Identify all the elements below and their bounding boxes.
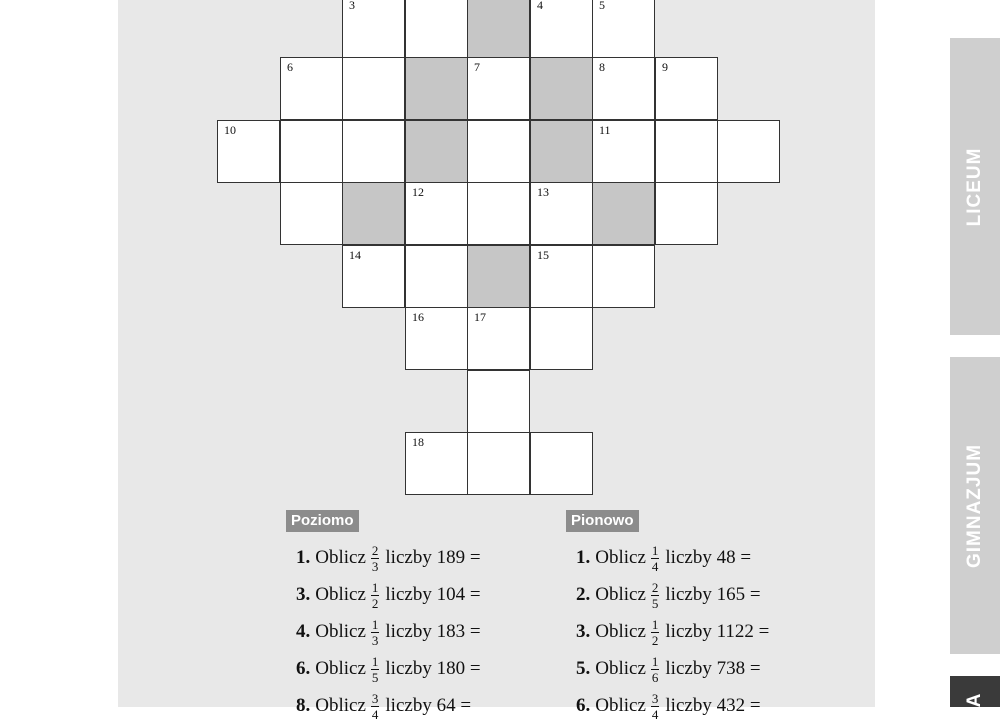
crossword-cell[interactable] [280, 182, 343, 245]
cell-number: 18 [412, 435, 424, 449]
fraction-numerator: 1 [371, 616, 379, 632]
cell-number: 9 [662, 60, 668, 74]
fraction-numerator: 1 [371, 579, 379, 595]
clue-text: liczby 189 = [385, 547, 481, 568]
crossword-cell[interactable] [467, 57, 530, 120]
crossword-cell[interactable] [467, 370, 530, 433]
clue-poziomo [296, 689, 471, 723]
crossword-cell[interactable] [467, 120, 530, 183]
poziomo-heading: Poziomo [286, 510, 359, 532]
fraction [651, 692, 660, 721]
crossword-cell[interactable] [405, 182, 468, 245]
cell-number: 3 [349, 0, 355, 12]
clue-number: 3. [296, 584, 311, 605]
tab-liceum-label: LICEUM [964, 147, 985, 226]
fraction-numerator: 1 [651, 616, 659, 632]
crossword-cell[interactable] [592, 0, 655, 58]
cell-number: 4 [537, 0, 543, 12]
clue-word: Oblicz [595, 584, 646, 605]
clue-word: Oblicz [315, 658, 366, 679]
crossword-cell[interactable] [655, 120, 718, 183]
crossword-cell[interactable] [592, 120, 655, 183]
fraction [371, 692, 380, 721]
clue-number: 3. [576, 621, 591, 642]
clue-word: Oblicz [595, 695, 646, 716]
clue-text: liczby 432 = [665, 695, 761, 716]
clue-text: liczby 104 = [385, 584, 481, 605]
fraction [651, 618, 660, 647]
tab-gimnazjum[interactable] [950, 357, 1000, 654]
crossword-cell[interactable] [342, 120, 405, 183]
cell-number: 13 [537, 185, 549, 199]
crossword-cell[interactable] [280, 57, 343, 120]
clue-word: Oblicz [315, 584, 366, 605]
fraction [371, 655, 380, 684]
crossword-cell[interactable] [717, 120, 780, 183]
clue-word: Oblicz [315, 547, 366, 568]
crossword-cell[interactable] [405, 245, 468, 308]
clue-text: liczby 738 = [665, 658, 761, 679]
fraction-denominator: 4 [371, 706, 379, 722]
crossword-cell[interactable] [530, 0, 593, 58]
fraction [651, 544, 660, 573]
cell-number: 16 [412, 310, 424, 324]
clue-number: 2. [576, 584, 591, 605]
clue-pionowo [576, 615, 769, 649]
crossword-cell[interactable] [655, 182, 718, 245]
fraction-numerator: 2 [371, 542, 379, 558]
clue-number: 5. [576, 658, 591, 679]
fraction [371, 581, 380, 610]
clue-poziomo [296, 578, 481, 612]
crossword-cell[interactable] [342, 57, 405, 120]
clue-text: liczby 64 = [385, 695, 472, 716]
cell-number: 15 [537, 248, 549, 262]
crossword-cell[interactable] [467, 182, 530, 245]
cell-number: 11 [599, 123, 611, 137]
fraction-numerator: 3 [371, 690, 379, 706]
tab-active-label: A [964, 692, 985, 707]
fraction [371, 618, 380, 647]
clue-word: Oblicz [595, 658, 646, 679]
cell-number: 8 [599, 60, 605, 74]
crossword-cell-shaded [530, 120, 593, 183]
crossword-cell[interactable] [280, 120, 343, 183]
crossword-cell[interactable] [467, 307, 530, 370]
pionowo-heading: Pionowo [566, 510, 639, 532]
clue-number: 6. [296, 658, 311, 679]
clue-number: 8. [296, 695, 311, 716]
cell-number: 5 [599, 0, 605, 12]
crossword-cell[interactable] [592, 245, 655, 308]
crossword-cell[interactable] [342, 245, 405, 308]
clue-number: 4. [296, 621, 311, 642]
cell-number: 12 [412, 185, 424, 199]
crossword-cell[interactable] [530, 182, 593, 245]
crossword-cell[interactable] [655, 57, 718, 120]
cell-number: 10 [224, 123, 236, 137]
cell-number: 6 [287, 60, 293, 74]
fraction-denominator: 3 [371, 632, 379, 648]
fraction-denominator: 3 [371, 558, 379, 574]
clue-pionowo [576, 541, 751, 575]
crossword-cell[interactable] [467, 432, 530, 495]
crossword-cell[interactable] [405, 307, 468, 370]
crossword-cell[interactable] [217, 120, 280, 183]
clue-poziomo [296, 615, 481, 649]
clue-number: 1. [296, 547, 311, 568]
fraction-numerator: 3 [651, 690, 659, 706]
fraction [651, 581, 660, 610]
tab-liceum[interactable] [950, 38, 1000, 335]
crossword-cell-shaded [405, 120, 468, 183]
fraction [371, 544, 380, 573]
clue-poziomo [296, 652, 481, 686]
clue-pionowo [576, 689, 761, 723]
crossword-cell-shaded [342, 182, 405, 245]
clue-text: liczby 48 = [665, 547, 752, 568]
tab-active[interactable] [950, 676, 1000, 707]
clue-text: liczby 1122 = [665, 621, 770, 642]
clue-text: liczby 180 = [385, 658, 481, 679]
clue-poziomo [296, 541, 481, 575]
fraction-denominator: 2 [651, 632, 659, 648]
fraction [651, 655, 660, 684]
clue-word: Oblicz [315, 621, 366, 642]
crossword-cell-shaded [592, 182, 655, 245]
clue-pionowo [576, 652, 761, 686]
clue-word: Oblicz [595, 621, 646, 642]
clue-pionowo [576, 578, 761, 612]
clue-word: Oblicz [595, 547, 646, 568]
clue-word: Oblicz [315, 695, 366, 716]
fraction-denominator: 5 [651, 595, 659, 611]
fraction-numerator: 1 [651, 542, 659, 558]
clue-number: 1. [576, 547, 591, 568]
crossword-cell[interactable] [530, 245, 593, 308]
clue-text: liczby 165 = [665, 584, 761, 605]
fraction-numerator: 1 [371, 653, 379, 669]
clue-text: liczby 183 = [385, 621, 481, 642]
crossword-cell[interactable] [530, 307, 593, 370]
crossword-cell-shaded [467, 0, 530, 58]
crossword-cell[interactable] [405, 0, 468, 58]
fraction-denominator: 2 [371, 595, 379, 611]
fraction-denominator: 5 [371, 669, 379, 685]
cell-number: 17 [474, 310, 486, 324]
fraction-denominator: 4 [651, 558, 659, 574]
crossword-cell-shaded [405, 57, 468, 120]
cell-number: 14 [349, 248, 361, 262]
fraction-numerator: 1 [651, 653, 659, 669]
clue-number: 6. [576, 695, 591, 716]
crossword-cell[interactable] [592, 57, 655, 120]
crossword-cell-shaded [530, 57, 593, 120]
cell-number: 7 [474, 60, 480, 74]
fraction-numerator: 2 [651, 579, 659, 595]
crossword-cell[interactable] [530, 432, 593, 495]
crossword-cell[interactable] [342, 0, 405, 58]
fraction-denominator: 6 [651, 669, 659, 685]
tab-gimnazjum-label: GIMNAZJUM [964, 443, 985, 568]
fraction-denominator: 4 [651, 706, 659, 722]
crossword-cell-shaded [467, 245, 530, 308]
crossword-cell[interactable] [405, 432, 468, 495]
